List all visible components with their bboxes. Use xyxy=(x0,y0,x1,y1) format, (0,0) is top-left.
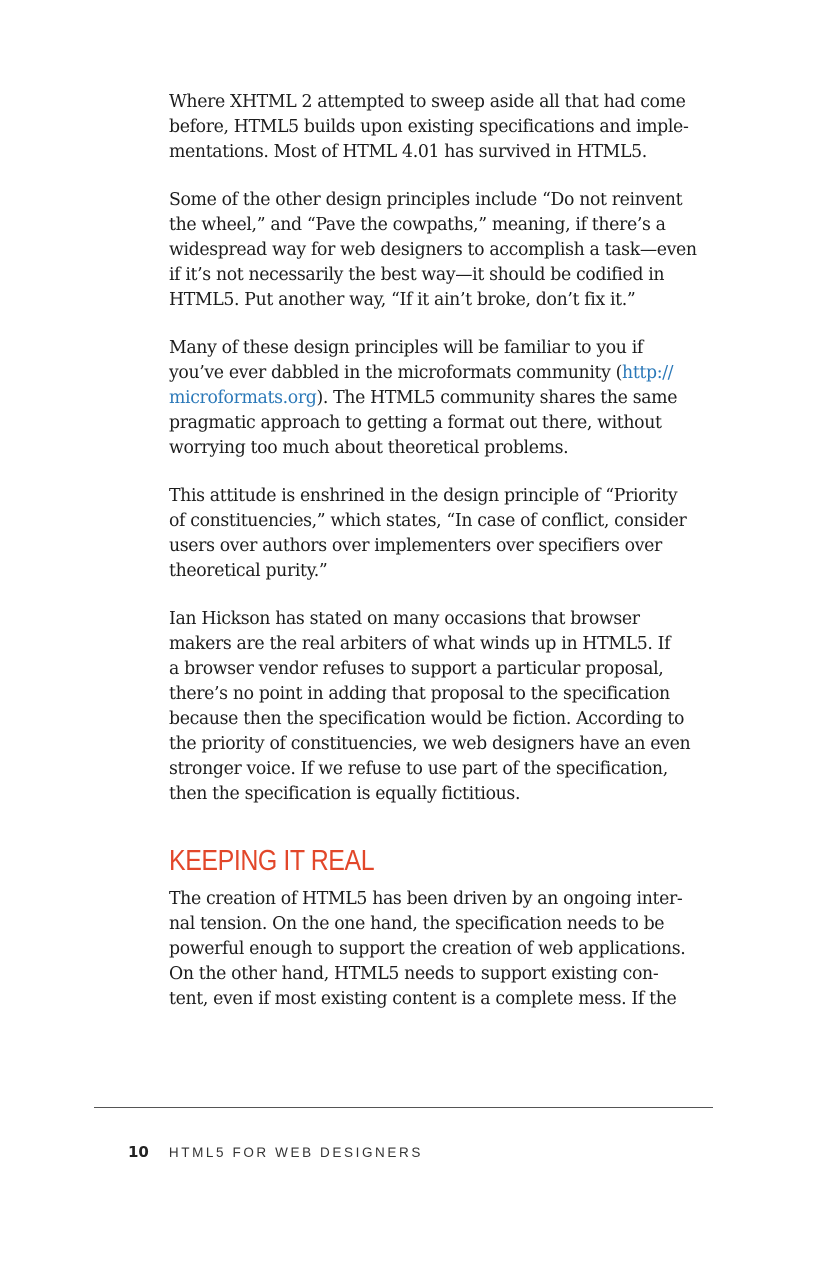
text-line: On the other hand, HTML5 needs to support existing con- xyxy=(169,964,659,984)
text-line xyxy=(169,361,714,386)
text-line: then the specification is equally fictitious. xyxy=(169,784,521,804)
text-line: This attitude is enshrined in the design principle of “Priority xyxy=(169,486,678,506)
text-line: pragmatic approach to getting a format out there, without xyxy=(169,413,662,433)
text-line: widespread way for web designers to accomplish a task—even xyxy=(169,240,697,260)
text-segment: ). The HTML5 community shares the same xyxy=(316,388,678,408)
text-line: of constituencies,” which states, “In case of conflict, consider xyxy=(169,511,687,531)
text-line xyxy=(169,386,714,411)
page-content xyxy=(169,90,714,1035)
text-line: Ian Hickson has stated on many occasions that browser xyxy=(169,609,640,629)
paragraph-microformats xyxy=(169,336,714,461)
paragraph-priority-of-constituencies xyxy=(169,484,714,584)
paragraph-xhtml2 xyxy=(169,90,714,165)
text-line: worrying too much about theoretical problems. xyxy=(169,438,569,458)
paragraph-keeping-it-real xyxy=(169,887,714,1012)
microformats-link-continued[interactable]: microformats.org xyxy=(169,388,317,408)
text-line: stronger voice. If we refuse to use part of the specification, xyxy=(169,759,668,779)
text-line: a browser vendor refuses to support a particular proposal, xyxy=(169,659,664,679)
running-title: HTML5 FOR WEB DESIGNERS xyxy=(168,1145,423,1160)
text-line: the priority of constituencies, we web designers have an even xyxy=(169,734,691,754)
page-number: 10 xyxy=(128,1143,149,1161)
text-line: powerful enough to support the creation of web applications. xyxy=(169,939,686,959)
text-line: there’s no point in adding that proposal to the specification xyxy=(169,684,670,704)
text-line: tent, even if most existing content is a complete mess. If the xyxy=(169,989,677,1009)
microformats-link[interactable]: http:// xyxy=(622,363,674,383)
paragraph-ian-hickson xyxy=(169,607,714,807)
footer-divider xyxy=(94,1107,713,1108)
section-heading: KEEPING IT REAL xyxy=(169,845,375,877)
text-line: theoretical purity.” xyxy=(169,561,328,581)
text-line: the wheel,” and “Pave the cowpaths,” meaning, if there’s a xyxy=(169,215,666,235)
text-line: makers are the real arbiters of what winds up in HTML5. If xyxy=(169,634,671,654)
text-line: The creation of HTML5 has been driven by an ongoing inter- xyxy=(169,889,683,909)
text-segment: you’ve ever dabbled in the microformats community ( xyxy=(169,363,623,383)
text-line: Some of the other design principles include “Do not reinvent xyxy=(169,190,683,210)
text-line: Many of these design principles will be familiar to you if xyxy=(169,338,643,358)
text-line: nal tension. On the one hand, the specification needs to be xyxy=(169,914,665,934)
text-line: before, HTML5 builds upon existing specifications and imple- xyxy=(169,117,689,137)
text-line: if it’s not necessarily the best way—it should be codified in xyxy=(169,265,665,285)
page-footer xyxy=(128,1143,423,1163)
text-line: Where XHTML 2 attempted to sweep aside all that had come xyxy=(169,92,686,112)
paragraph-design-principles xyxy=(169,188,714,313)
text-line: users over authors over implementers over specifiers over xyxy=(169,536,662,556)
text-line: HTML5. Put another way, “If it ain’t broke, don’t fix it.” xyxy=(169,290,636,310)
text-line: because then the specification would be fiction. According to xyxy=(169,709,685,729)
text-line: mentations. Most of HTML 4.01 has survived in HTML5. xyxy=(169,142,647,162)
